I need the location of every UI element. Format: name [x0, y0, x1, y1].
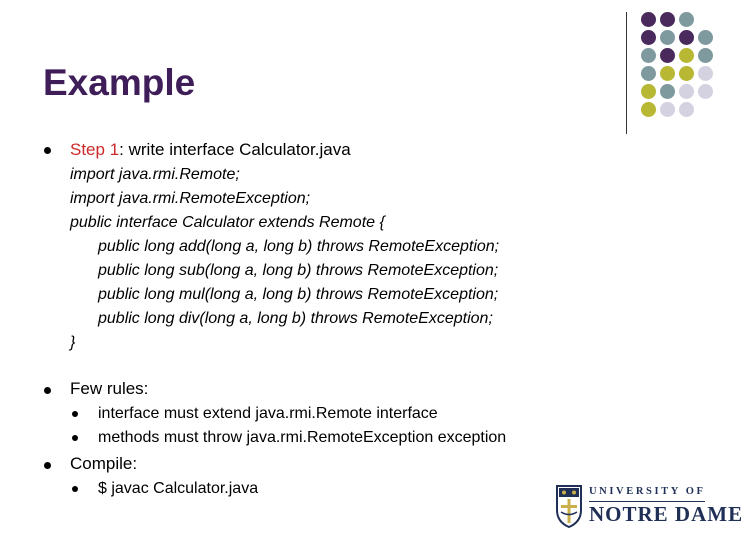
university-logo [555, 484, 743, 530]
sub-bullet-icon [72, 411, 78, 417]
code-line: public long div(long a, long b) throws RemoteException; [98, 310, 493, 327]
code-line: import java.rmi.Remote; [70, 166, 240, 183]
sub-bullet-rule: methods must throw java.rmi.RemoteException exception [98, 429, 507, 446]
decor-dot [698, 66, 713, 81]
decor-dot [679, 30, 694, 45]
code-line: import java.rmi.RemoteException; [70, 190, 311, 207]
bullet-compile: Compile: [70, 454, 138, 473]
decor-dot [641, 12, 656, 27]
code-line: public long sub(long a, long b) throws RemoteException; [98, 262, 499, 279]
slide-title: Example [43, 62, 196, 103]
bullet-icon [44, 147, 51, 154]
sub-bullet-command: $ javac Calculator.java [98, 480, 259, 497]
decor-dot [641, 102, 656, 117]
sub-bullet-icon [72, 486, 78, 492]
decor-dot [679, 12, 694, 27]
sub-bullet-icon [72, 435, 78, 441]
decor-dot [660, 48, 675, 63]
step-description: : write interface Calculator.java [119, 140, 351, 159]
code-line: public long mul(long a, long b) throws RemoteException; [98, 286, 499, 303]
decor-dot [641, 30, 656, 45]
decor-dot [698, 30, 713, 45]
step-label: Step 1 [70, 140, 120, 159]
decor-dot [641, 48, 656, 63]
decor-dot [660, 12, 675, 27]
sub-bullet-rule: interface must extend java.rmi.Remote interface [98, 405, 438, 422]
decor-dot [679, 84, 694, 99]
decor-dot [679, 66, 694, 81]
shield-icon [555, 484, 583, 528]
bullet-icon [44, 462, 51, 469]
code-line: public interface Calculator extends Remote { [70, 214, 385, 231]
code-line: public long add(long a, long b) throws RemoteException; [98, 238, 500, 255]
bullet-step-1 [70, 140, 351, 160]
decor-dot [679, 102, 694, 117]
decor-dot [660, 84, 675, 99]
decorative-dot-grid [0, 0, 720, 140]
decor-dot [698, 84, 713, 99]
decor-dot [660, 30, 675, 45]
decor-dot [641, 84, 656, 99]
bullet-few-rules: Few rules: [70, 379, 149, 398]
logo-line-name: NOTRE DAME [589, 502, 743, 526]
decor-dot [679, 48, 694, 63]
decor-dot [641, 66, 656, 81]
code-line: } [70, 334, 76, 351]
bullet-icon [44, 387, 51, 394]
decor-dot [660, 66, 675, 81]
decor-dot [698, 48, 713, 63]
decor-dot [660, 102, 675, 117]
logo-line-university: UNIVERSITY OF [589, 486, 706, 497]
